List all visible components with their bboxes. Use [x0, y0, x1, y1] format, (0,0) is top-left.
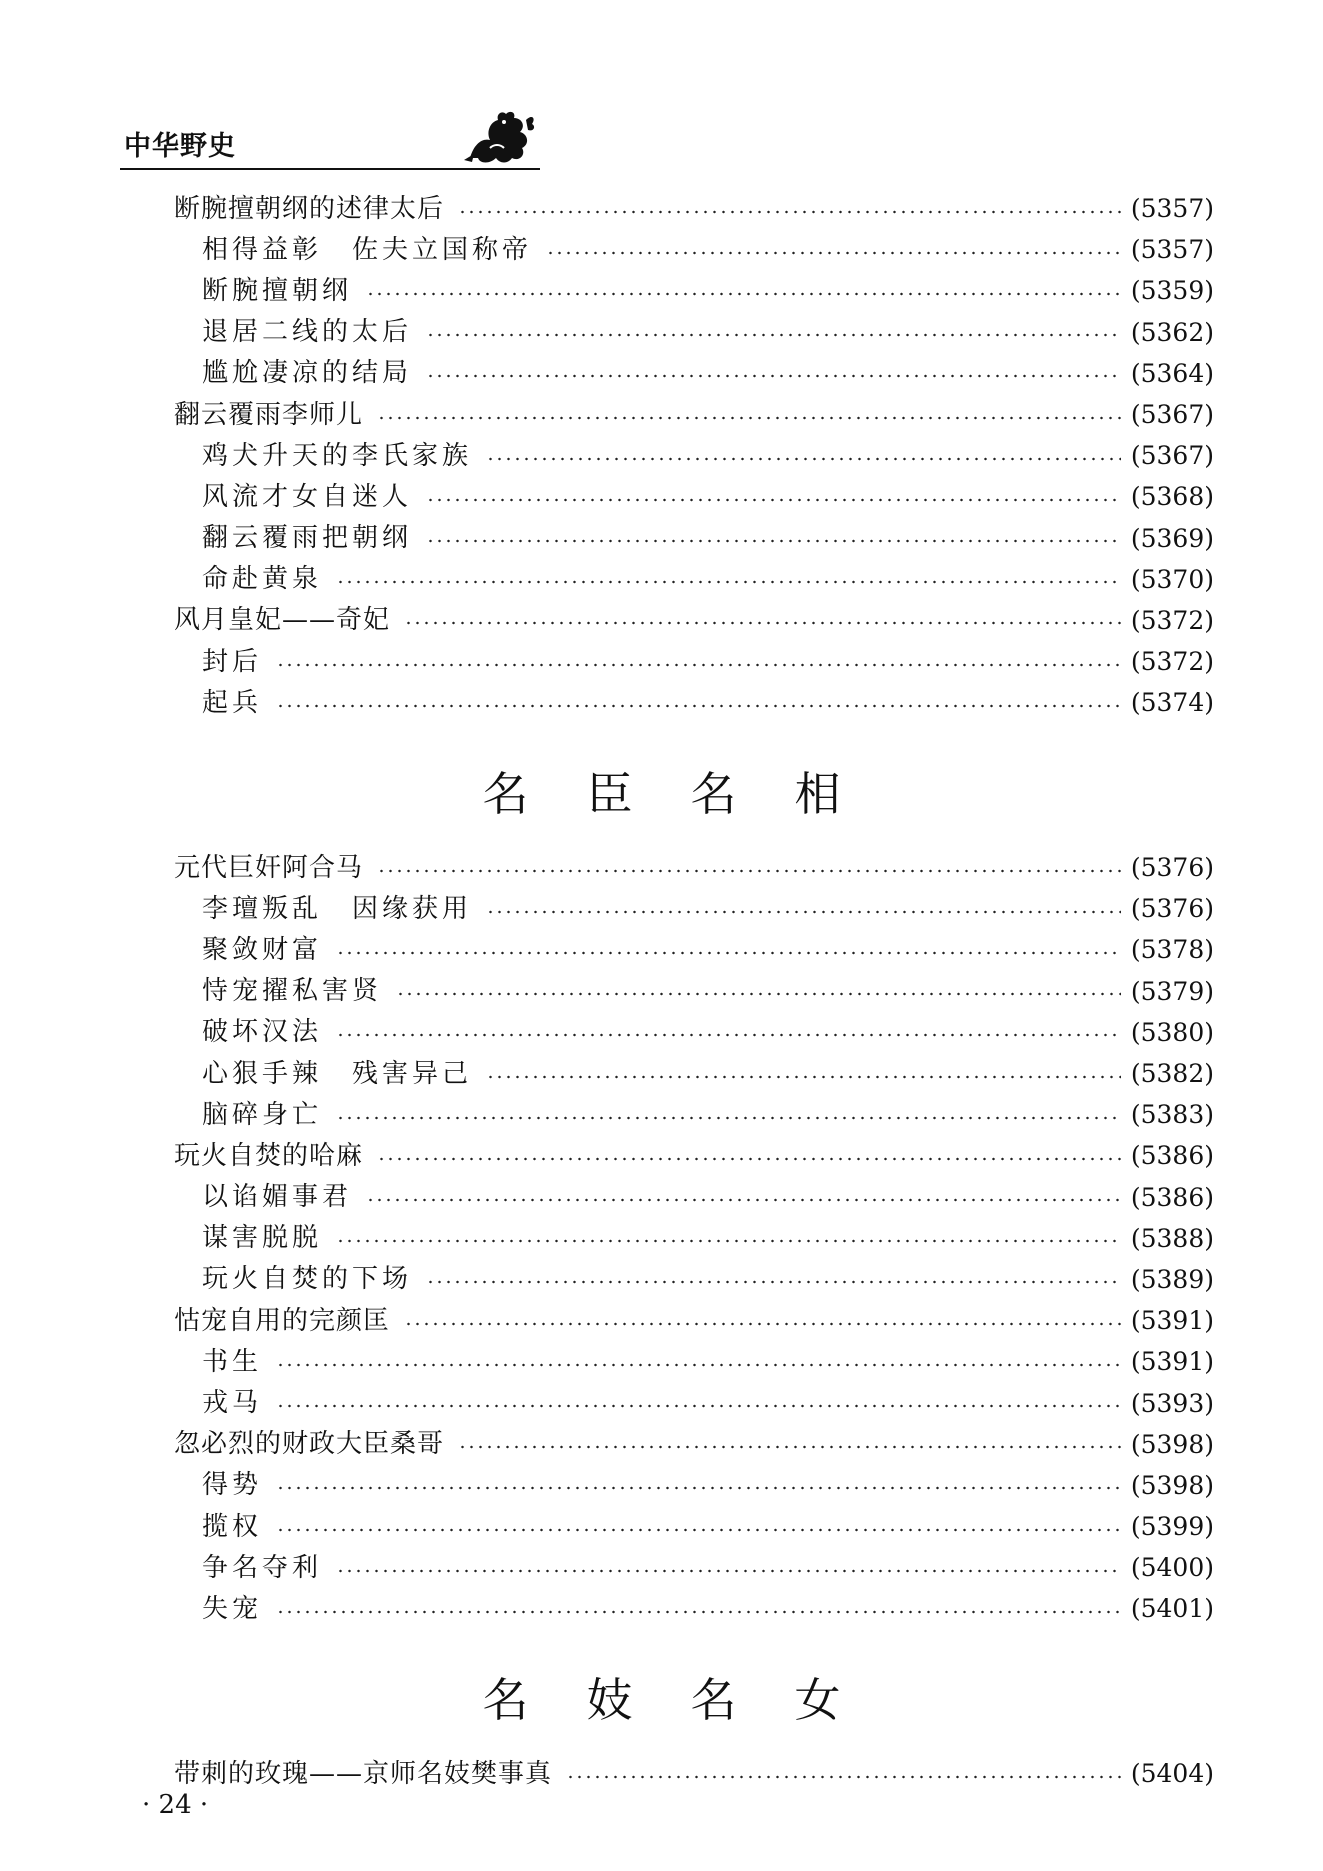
entry-title: 起兵 — [202, 687, 263, 718]
toc-subentry — [174, 1547, 1214, 1588]
toc-subentry — [174, 1341, 1214, 1382]
entry-title: 忽必烈的财政大臣桑哥 — [174, 1429, 445, 1460]
dot-leader — [426, 1280, 1121, 1284]
entry-title: 尴尬凄凉的结局 — [202, 358, 413, 389]
toc-subentry — [174, 229, 1214, 270]
entry-title: 断腕擅朝纲的述律太后 — [174, 193, 445, 224]
entry-page: (5372) — [1130, 647, 1214, 677]
toc-subentry — [174, 559, 1214, 600]
entry-page: (5404) — [1130, 1759, 1214, 1789]
entry-title: 断腕擅朝纲 — [202, 275, 353, 306]
toc-subentry — [174, 1506, 1214, 1547]
page-number: · 24 · — [142, 1790, 209, 1820]
entry-title: 得势 — [202, 1470, 263, 1501]
entry-page: (5369) — [1130, 523, 1214, 553]
entry-title: 李璮叛乱 因缘获用 — [202, 893, 473, 924]
entry-title: 怙宠自用的完颜匡 — [174, 1305, 391, 1336]
entry-page: (5389) — [1130, 1264, 1214, 1294]
dot-leader — [276, 1404, 1121, 1408]
dot-leader — [276, 1363, 1121, 1367]
entry-page: (5400) — [1130, 1553, 1214, 1583]
toc-block-3 — [174, 1753, 1214, 1794]
entry-page: (5382) — [1130, 1059, 1214, 1089]
toc-entry — [174, 600, 1214, 641]
dot-leader — [336, 951, 1121, 955]
entry-page: (5378) — [1130, 935, 1214, 965]
entry-page: (5376) — [1130, 853, 1214, 883]
dot-leader — [458, 210, 1121, 214]
toc-block-2 — [174, 847, 1214, 1630]
entry-page: (5386) — [1130, 1182, 1214, 1212]
entry-title: 心狠手辣 残害异己 — [202, 1058, 473, 1089]
entry-page: (5398) — [1130, 1429, 1214, 1459]
dot-leader — [426, 333, 1121, 337]
dot-leader — [366, 292, 1121, 296]
toc-entry — [174, 394, 1214, 435]
dot-leader — [546, 251, 1121, 255]
toc-subentry — [174, 1218, 1214, 1259]
toc-block-1 — [174, 188, 1214, 723]
entry-title: 谋害脱脱 — [202, 1223, 323, 1254]
entry-page: (5391) — [1130, 1347, 1214, 1377]
dot-leader — [426, 539, 1121, 543]
toc-subentry — [174, 929, 1214, 970]
entry-title: 戎马 — [202, 1388, 263, 1419]
entry-title: 脑碎身亡 — [202, 1099, 323, 1130]
toc-subentry — [174, 353, 1214, 394]
dot-leader — [336, 1033, 1121, 1037]
book-title: 中华野史 — [124, 131, 236, 162]
entry-title: 失宠 — [202, 1593, 263, 1624]
dot-leader — [276, 1610, 1121, 1614]
dot-leader — [276, 663, 1121, 667]
entry-title: 带刺的玫瑰——京师名妓樊事真 — [174, 1758, 553, 1789]
toc-subentry — [174, 270, 1214, 311]
dot-leader — [276, 1486, 1121, 1490]
toc-entry — [174, 847, 1214, 888]
dot-leader — [377, 1157, 1121, 1161]
entry-page: (5388) — [1130, 1223, 1214, 1253]
toc-subentry — [174, 1177, 1214, 1218]
entry-page: (5368) — [1130, 482, 1214, 512]
entry-title: 玩火自焚的下场 — [202, 1264, 413, 1295]
toc-entry — [174, 1753, 1214, 1794]
entry-title: 风流才女自迷人 — [202, 481, 413, 512]
dot-leader — [404, 1322, 1121, 1326]
entry-page: (5370) — [1130, 564, 1214, 594]
toc-subentry — [174, 1588, 1214, 1629]
toc-entry — [174, 1424, 1214, 1465]
toc-subentry — [174, 312, 1214, 353]
dot-leader — [276, 704, 1121, 708]
entry-page: (5374) — [1130, 688, 1214, 718]
dot-leader — [426, 374, 1121, 378]
entry-title: 聚敛财富 — [202, 934, 323, 965]
entry-page: (5380) — [1130, 1017, 1214, 1047]
dot-leader — [486, 457, 1121, 461]
toc-subentry — [174, 888, 1214, 929]
dot-leader — [377, 869, 1121, 873]
entry-page: (5383) — [1130, 1100, 1214, 1130]
entry-title: 封后 — [202, 646, 263, 677]
entry-page: (5386) — [1130, 1141, 1214, 1171]
dragon-emblem-icon — [460, 108, 538, 168]
toc-subentry — [174, 1465, 1214, 1506]
entry-title: 翻云覆雨把朝纲 — [202, 523, 413, 554]
toc-subentry — [174, 971, 1214, 1012]
dot-leader — [336, 1116, 1121, 1120]
dot-leader — [396, 992, 1121, 996]
dot-leader — [276, 1528, 1121, 1532]
header-rule — [120, 168, 540, 170]
entry-title: 争名夺利 — [202, 1552, 323, 1583]
entry-title: 揽权 — [202, 1511, 263, 1542]
entry-page: (5357) — [1130, 235, 1214, 265]
toc-subentry — [174, 1012, 1214, 1053]
section-heading-courtesans: 名妓名女 — [482, 1673, 899, 1727]
entry-title: 以谄媚事君 — [202, 1182, 353, 1213]
toc-subentry — [174, 1382, 1214, 1423]
toc-subentry — [174, 518, 1214, 559]
toc-subentry — [174, 682, 1214, 723]
entry-page: (5391) — [1130, 1306, 1214, 1336]
toc-subentry — [174, 476, 1214, 517]
section-heading-ministers: 名臣名相 — [482, 767, 899, 821]
entry-title: 鸡犬升天的李氏家族 — [202, 440, 473, 471]
dot-leader — [458, 1445, 1121, 1449]
dot-leader — [366, 1198, 1121, 1202]
entry-page: (5401) — [1130, 1594, 1214, 1624]
entry-title: 相得益彰 佐夫立国称帝 — [202, 234, 533, 265]
entry-title: 书生 — [202, 1346, 263, 1377]
dot-leader — [336, 580, 1121, 584]
dot-leader — [336, 1239, 1121, 1243]
entry-page: (5362) — [1130, 317, 1214, 347]
dot-leader — [336, 1569, 1121, 1573]
toc-subentry — [174, 1094, 1214, 1135]
toc-entry — [174, 1300, 1214, 1341]
entry-page: (5359) — [1130, 276, 1214, 306]
dot-leader — [486, 910, 1121, 914]
entry-page: (5367) — [1130, 441, 1214, 471]
entry-title: 破坏汉法 — [202, 1017, 323, 1048]
entry-title: 命赴黄泉 — [202, 564, 323, 595]
entry-title: 玩火自焚的哈麻 — [174, 1140, 364, 1171]
entry-title: 恃宠擢私害贤 — [202, 976, 383, 1007]
toc-entry — [174, 188, 1214, 229]
entry-title: 风月皇妃——奇妃 — [174, 605, 391, 636]
dot-leader — [566, 1775, 1121, 1779]
entry-page: (5393) — [1130, 1388, 1214, 1418]
entry-page: (5398) — [1130, 1470, 1214, 1500]
toc-subentry — [174, 1259, 1214, 1300]
entry-page: (5399) — [1130, 1512, 1214, 1542]
entry-page: (5364) — [1130, 358, 1214, 388]
entry-title: 退居二线的太后 — [202, 317, 413, 348]
toc-subentry — [174, 641, 1214, 682]
dot-leader — [426, 498, 1121, 502]
toc-subentry — [174, 435, 1214, 476]
dot-leader — [377, 416, 1121, 420]
entry-page: (5357) — [1130, 194, 1214, 224]
toc-subentry — [174, 1053, 1214, 1094]
entry-title: 翻云覆雨李师儿 — [174, 399, 364, 430]
entry-title: 元代巨奸阿合马 — [174, 852, 364, 883]
entry-page: (5379) — [1130, 976, 1214, 1006]
dot-leader — [486, 1075, 1121, 1079]
dot-leader — [404, 621, 1121, 625]
running-header — [120, 120, 540, 170]
entry-page: (5376) — [1130, 894, 1214, 924]
toc-entry — [174, 1135, 1214, 1176]
entry-page: (5367) — [1130, 400, 1214, 430]
entry-page: (5372) — [1130, 605, 1214, 635]
